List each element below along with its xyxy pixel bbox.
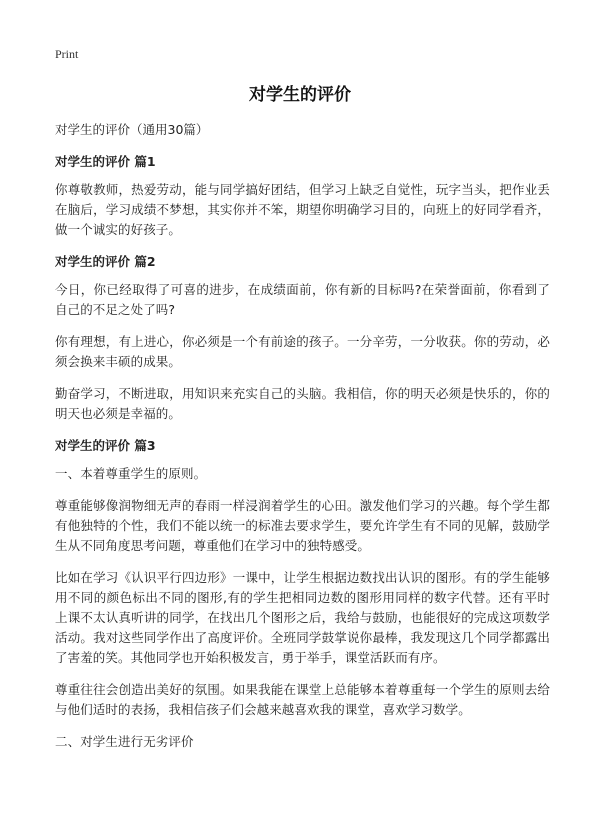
- paragraph: 一、本着尊重学生的原则。: [55, 466, 207, 481]
- section-2: [55, 252, 550, 424]
- paragraph: 你尊敬教师，热爱劳动，能与同学搞好团结，但学习上缺乏自觉性，玩字当头，把作业丢在脑后，学习成绩不梦想，其实你并不笨，期望你明确学习目的，向班上的好同学看齐，做一个诚实的好孩子。: [55, 182, 550, 237]
- paragraph: 你有理想，有上进心，你必须是一个有前途的孩子。一分辛劳，一分收获。你的劳动，必须会换来丰硕的成果。: [55, 334, 550, 369]
- paragraph: 尊重能够像润物细无声的春雨一样浸润着学生的心田。激发他们学习的兴趣。每个学生都有他独特的个性，我们不能以统一的标准去要求学生，要允许学生有不同的见解，鼓励学生从不同角度思考问题，尊重他们在学习中的独特感受。: [55, 498, 550, 553]
- section-1: [55, 152, 550, 240]
- section-heading: 对学生的评价 篇2: [55, 254, 156, 269]
- section-heading: 对学生的评价 篇1: [55, 154, 156, 169]
- section-heading: 对学生的评价 篇3: [55, 438, 156, 453]
- document-body: [55, 120, 550, 764]
- paragraph: 勤奋学习，不断进取，用知识来充实自己的头脑。我相信，你的明天必须是快乐的，你的明天也必须是幸福的。: [55, 386, 550, 421]
- document-subtitle: 对学生的评价（通用30篇）: [55, 122, 209, 137]
- print-link[interactable]: Print: [55, 47, 79, 61]
- section-3: [55, 436, 550, 752]
- paragraph: 二、对学生进行无劣评价: [55, 734, 194, 749]
- paragraph: 今日，你已经取得了可喜的进步，在成绩面前，你有新的目标吗?在荣誉面前，你看到了自己的不足之处了吗?: [55, 282, 550, 317]
- page-title: 对学生的评价: [249, 85, 351, 105]
- paragraph: 尊重往往会创造出美好的氛围。如果我能在课堂上总能够本着尊重每一个学生的原则去给与他们适时的表扬，我相信孩子们会越来越喜欢我的课堂，喜欢学习数学。: [55, 682, 550, 717]
- paragraph: 比如在学习《认识平行四边形》一课中，让学生根据边数找出认识的图形。有的学生能够用不同的颜色标出不同的图形,有的学生把相同边数的图形用同样的数字代替。还有平时上课不太认真听讲的同学，在找出几个图形之后，我给与鼓励，也能很好的完成这项数学活动。我对这些同学作出了高度评价。全班同学鼓掌说你最棒，我发现这几个同学都露出了害羞的笑。其他同学也开始积极发言，勇于举手，课堂活跃而有序。: [55, 570, 550, 665]
